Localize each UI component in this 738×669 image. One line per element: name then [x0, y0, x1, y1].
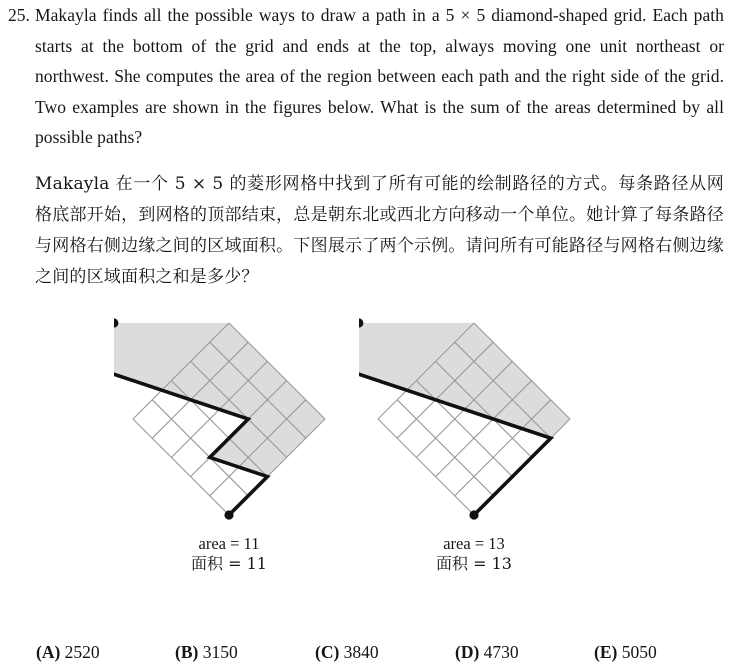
- answer-choice-b-value: 3150: [202, 642, 238, 662]
- answer-choice-d-label: (D): [455, 642, 480, 662]
- diamond-grid-svg-2: [359, 316, 589, 531]
- question-number: 25.: [8, 5, 30, 25]
- diamond-grid-svg-1: [114, 316, 344, 531]
- figure-caption-2: [329, 533, 619, 574]
- problem-block: [0, 0, 738, 293]
- answer-choice-a-label: (A): [36, 642, 61, 662]
- caption-english-1: area = 11: [198, 534, 260, 553]
- answer-choice-a-value: 2520: [64, 642, 100, 662]
- figures-row: [0, 316, 738, 581]
- figure-diamond-2: [329, 316, 619, 581]
- answer-choice-c-value: 3840: [343, 642, 379, 662]
- answer-choice-c[interactable]: [315, 639, 379, 665]
- answer-choice-b-label: (B): [175, 642, 199, 662]
- answer-choice-e[interactable]: [594, 639, 657, 665]
- caption-chinese-1: 面积 = 11: [191, 554, 267, 573]
- answer-choices: [0, 639, 738, 669]
- caption-english-2: area = 13: [443, 534, 505, 553]
- question-body: [35, 0, 738, 293]
- path-start-dot: [469, 510, 478, 519]
- answer-choice-d-value: 4730: [483, 642, 519, 662]
- answer-choice-b[interactable]: [175, 639, 238, 665]
- answer-choice-d[interactable]: [455, 639, 519, 665]
- answer-choice-e-label: (E): [594, 642, 618, 662]
- question-text-english: Makayla finds all the possible ways to draw a path in a 5 × 5 diamond-shaped grid. Each path starts at the bottom of the grid and ends at the top, always moving one unit northeast or northwest. She computes the area of the region between each path and the right side of the grid. Two examples are shown in the figures below. What is the sum of the areas determined by all possible paths?: [35, 5, 724, 147]
- question-row: [0, 0, 738, 293]
- answer-choice-a[interactable]: [36, 639, 100, 665]
- path-start-dot: [224, 510, 233, 519]
- answer-choice-c-label: (C): [315, 642, 340, 662]
- caption-chinese-2: 面积 = 13: [436, 554, 512, 573]
- answer-choice-e-value: 5050: [621, 642, 657, 662]
- question-text-chinese: Makayla 在一个 5 × 5 的菱形网格中找到了所有可能的绘制路径的方式。每条路径从网格底部开始，到网格的顶部结束，总是朝东北或西北方向移动一个单位。她计算了每条路径与网格右侧边缘之间的区域面积。下图展示了两个示例。请问所有可能路径与网格右侧边缘之间的区域面积之和是多少？: [35, 173, 724, 287]
